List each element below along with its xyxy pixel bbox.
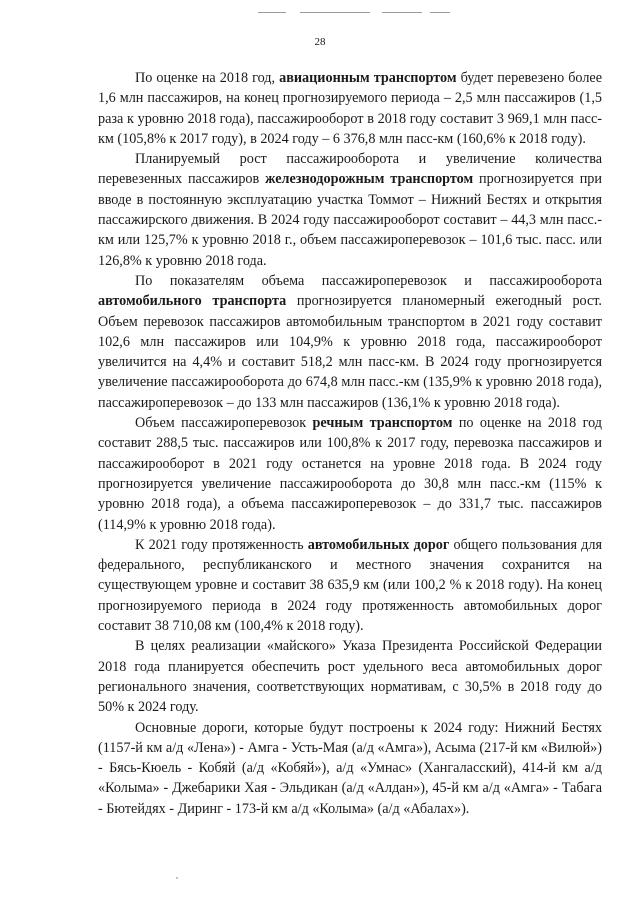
scan-artifact-line: [430, 12, 450, 13]
scan-artifact-line: [258, 12, 286, 13]
paragraph-text: К 2021 году протяженность: [135, 536, 308, 553]
paragraph-text: Объем пассажироперевозок: [135, 415, 313, 432]
paragraph-bold-term: речным транспортом: [312, 415, 453, 432]
scan-artifact-dot: [176, 877, 178, 879]
paragraph-text: общего пользования для федерального, республиканского и местного значения сохранится на существующем уровне и составит 38 635,9 км (или 100,2 % к 2018 году). На конец прогнозируемого периода в 2024 году протяженность автомобильных дорог составит 38 710,08 км (100,4% к 2018 году).: [98, 536, 602, 635]
paragraph-main-roads: [98, 718, 602, 819]
paragraph-text: Планируемый рост пассажирооборота и увеличение количества перевезенных пассажиров: [98, 151, 602, 188]
scan-artifact-line: [300, 12, 370, 13]
paragraph-text: прогнозируется при вводе в постоянную эксплуатацию участка Томмот – Нижний Бестях и открытия пассажирского движения. В 2024 году пассажирооборот составит – 44,3 млн пасс.-км или 125,7% к уровню 2018 г., объем пассажироперевозок – 101,6 тыс. пасс. или 126,8% к уровню 2018 года.: [98, 171, 602, 269]
paragraph-bold-term: автомобильного транспорта: [98, 293, 287, 310]
paragraph-bold-term: авиационным транспортом: [279, 70, 457, 86]
paragraph-text: прогнозируется планомерный ежегодный рост. Объем перевозок пассажиров автомобильным транспортом в 2021 году составит 102,6 млн пассажиров или 104,9% к уровню 2018 года, пассажирооборот увеличится на 4,4% и составит 518,2 млн пасс-км. В 2024 году прогнозируется увеличение пассажирооборота до 674,8 млн пасс.-км (135,9% к уровню 2018 года), пассажироперевозок – до 133 млн пассажиров (136,1% к уровню 2018 года).: [98, 293, 602, 411]
paragraph-text: В целях реализации «майского» Указа Президента Российской Федерации 2018 года планируется обеспечить рост удельного веса автомобильных дорог регионального значения, соответствующих нормативам, с 30,5% в 2018 году до 50% к 2024 году.: [98, 638, 602, 716]
page-number: 28: [314, 36, 326, 48]
scan-artifact-line: [382, 12, 422, 13]
paragraph-bold-term: железнодорожным транспортом: [265, 171, 474, 188]
paragraph-text: по оценке на 2018 год составит 288,5 тыс. пассажиров или 100,8% к 2017 году, перевозка пассажиров и пассажирооборот в 2021 году останется на уровне 2018 года. В 2024 году прогнозируется увеличение пассажирооборота до 30,8 млн пасс.-км (115% к уровню 2018 года), а объема пассажироперевозок – до 331,7 тыс. пассажиров (114,9% к уровню 2018 года).: [98, 415, 603, 533]
paragraph-aviation: [98, 68, 602, 149]
paragraph-text: будет перевезено более 1,6 млн пассажиров, на конец прогнозируемого периода – 2,5 млн пассажиров (1,5 раза к уровню 2018 года), пассажирооборот в 2018 году составит 3 969,1 млн пасс-км (105,8% к 2017 году), в 2024 году – 6 376,8 млн пасс-км (160,6% к 2018 году).: [98, 70, 602, 147]
paragraph-roads-length: [98, 535, 602, 636]
paragraph-bold-term: автомобильных дорог: [307, 536, 450, 553]
document-body: [98, 68, 602, 819]
paragraph-river: [98, 413, 602, 535]
paragraph-may-decree: [98, 636, 602, 717]
paragraph-road-transport: [98, 271, 602, 413]
paragraph-text: Основные дороги, которые будут построены к 2024 году: Нижний Бестях (1157-й км а/д «Лена») - Амга - Усть-Мая (а/д «Амга»), Асыма (217-й км «Вилюй») - Бясь-Кюель - Кобяй (а/д «Кобяй»), а/д «Умнас» (Хангаласский), 414-й км а/д «Колыма» - Джебарики Хая - Эльдикан (а/д «Алдан»), 45-й км а/д «Амга» - Табага - Бютейдях - Диринг - 173-й км а/д «Колыма» (а/д «Абалах»).: [98, 719, 602, 817]
paragraph-text: По показателям объема пассажироперевозок и пассажирооборота: [135, 272, 602, 289]
paragraph-text: По оценке на 2018 год,: [135, 70, 280, 86]
paragraph-railway: [98, 149, 602, 271]
